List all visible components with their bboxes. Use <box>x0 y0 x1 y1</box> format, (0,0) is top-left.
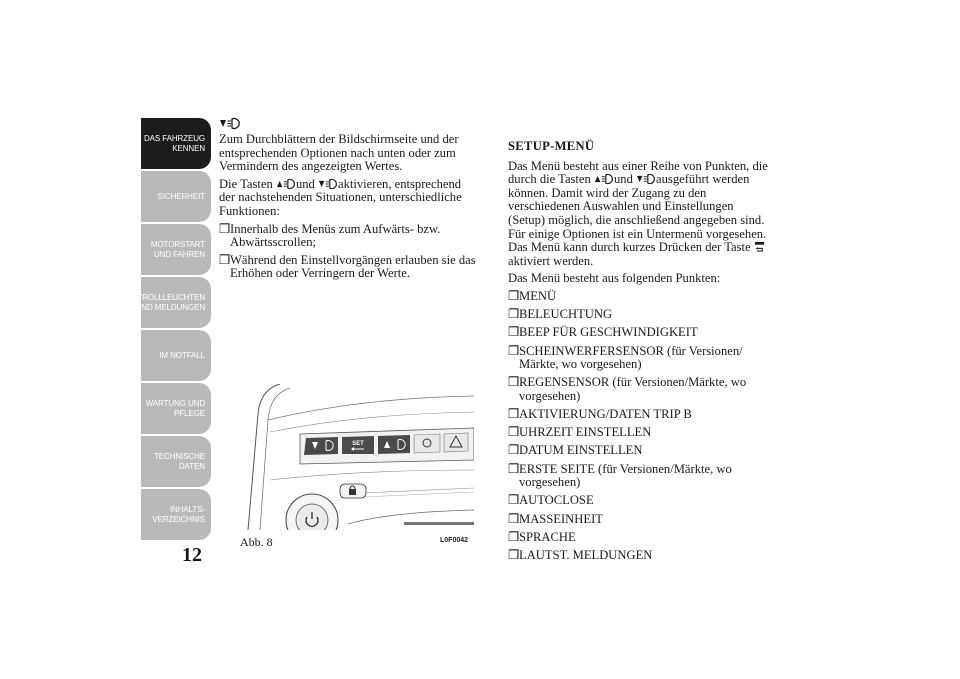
tab-das-fahrzeug-kennen[interactable]: DAS FAHRZEUG KENNEN <box>141 118 211 169</box>
list-item: ❒ MASSEINHEIT <box>508 511 603 526</box>
list-item: ❒ UHRZEIT EINSTELLEN <box>508 425 652 440</box>
bullet-box-icon: ❒ <box>508 511 520 526</box>
bullet-box-icon: ❒ <box>508 288 520 303</box>
tab-technische-daten[interactable]: TECHNISCHE DATEN <box>141 436 211 487</box>
bullet-box-icon: ❒ <box>508 493 520 508</box>
list-item: ❒ SPRACHE <box>508 529 576 544</box>
list-item: ❒ BEEP FÜR GESCHWINDIGKEIT <box>508 325 698 340</box>
tab-kontrollleuchten[interactable]: KONTROLLLEUCHTEN UND MELDUNGEN <box>141 277 211 328</box>
bullet-box-icon: ❒ <box>508 407 520 422</box>
left-column <box>219 117 477 285</box>
chapter-sidebar <box>120 118 211 542</box>
tab-sicherheit[interactable]: SICHERHEIT <box>141 171 211 222</box>
bullet-box-icon: ❒ <box>508 325 520 340</box>
tab-wartung-und-pflege[interactable]: WARTUNG UND PFLEGE <box>141 383 211 434</box>
arrow-up-lamp-icon <box>276 178 296 190</box>
list-item: ❒ SCHEINWERFERSENSOR (für Versionen/ Märkte, wo vorgesehen) <box>508 343 743 372</box>
down-button-illustration <box>304 437 338 455</box>
bullet-box-icon: ❒ <box>219 221 231 236</box>
bullet-box-icon: ❒ <box>508 425 520 440</box>
bullet-box-icon: ❒ <box>508 375 520 390</box>
list-item: ❒ AKTIVIERUNG/DATEN TRIP B <box>508 407 692 422</box>
arrow-down-lamp-icon <box>219 117 241 130</box>
list-item: ❒ DATUM EINSTELLEN <box>508 443 643 458</box>
power-knob-illustration <box>286 494 338 530</box>
menu-items-intro: Das Menü besteht aus folgenden Punkten: <box>508 271 721 286</box>
bullet-box-icon: ❒ <box>508 343 520 358</box>
section-heading: SETUP-MENÜ <box>508 139 595 153</box>
list-item: ❒ BELEUCHTUNG <box>508 307 613 322</box>
bullet-box-icon: ❒ <box>508 461 520 476</box>
list-item: ❒ ERSTE SEITE (für Versionen/Märkte, wo vorgesehen) <box>508 461 732 490</box>
up-button-illustration <box>378 435 410 454</box>
right-column <box>508 140 770 567</box>
lamp-button-illustration <box>414 434 440 453</box>
menu-items-list <box>508 290 770 563</box>
arrow-up-lamp-icon <box>594 173 614 185</box>
figure-caption: Abb. 8 <box>240 535 273 549</box>
list-item: ❒ Während den Einstellvorgängen erlauben sie das Erhöhen oder Verringern der Werte. <box>219 252 476 281</box>
list-item: ❒ AUTOCLOSE <box>508 493 594 508</box>
list-item: ❒ LAUTST. MELDUNGEN <box>508 547 653 562</box>
list-item: ❒ Innerhalb des Menüs zum Aufwärts- bzw. Abwärtsscrollen; <box>219 221 441 250</box>
page-number: 12 <box>182 544 202 566</box>
bullet-box-icon: ❒ <box>508 529 520 544</box>
bullet-box-icon: ❒ <box>219 252 231 267</box>
figure-code: L0F0042 <box>440 537 469 544</box>
down-button-symbol <box>219 117 477 132</box>
control-panel-drawing <box>240 384 474 530</box>
set-button-label: SET <box>352 441 364 447</box>
bullet-box-icon: ❒ <box>508 547 520 562</box>
dashboard-illustration <box>240 384 474 530</box>
bullet-box-icon: ❒ <box>508 443 520 458</box>
tab-im-notfall[interactable]: IM NOTFALL <box>141 330 211 381</box>
buttons-paragraph: Die Tasten und aktivieren, entsprechend der nachstehenden Situationen, unterschiedliche Funktionen: <box>219 176 462 218</box>
set-button-illustration <box>342 436 374 454</box>
tab-inhaltsverzeichnis[interactable]: INHALTS-VERZEICHNIS <box>141 489 211 540</box>
hazard-button-illustration <box>444 433 468 452</box>
list-item: ❒ REGENSENSOR (für Versionen/Märkte, wo vorgesehen) <box>508 375 747 403</box>
down-button-description: Zum Durchblättern der Bildschirmseite und der entsprechenden Optionen nach unten oder zum Vermindern des angezeigten Wertes. <box>219 132 459 174</box>
set-return-icon <box>754 241 765 253</box>
tab-motorstart-und-fahren[interactable]: MOTORSTART UND FAHREN <box>141 224 211 275</box>
setup-menu-description: Das Menü besteht aus einer Reihe von Punkten, die durch die Tasten und ausgeführt werden können. Damit wird der Zugang zu den verschiedenen Auswahlen und Einstellungen (Setup) möglich, die anschließend angegeben sind. Für einige Optionen ist ein Untermenü vorgesehen. Das Menü kann durch kurzes Drücken der Taste aktiviert werden. <box>508 158 768 268</box>
lock-button-illustration <box>340 484 366 498</box>
arrow-down-lamp-icon <box>318 178 338 190</box>
bullet-box-icon: ❒ <box>508 307 520 322</box>
arrow-down-lamp-icon <box>636 173 656 185</box>
list-item: ❒ MENÜ <box>508 288 557 303</box>
